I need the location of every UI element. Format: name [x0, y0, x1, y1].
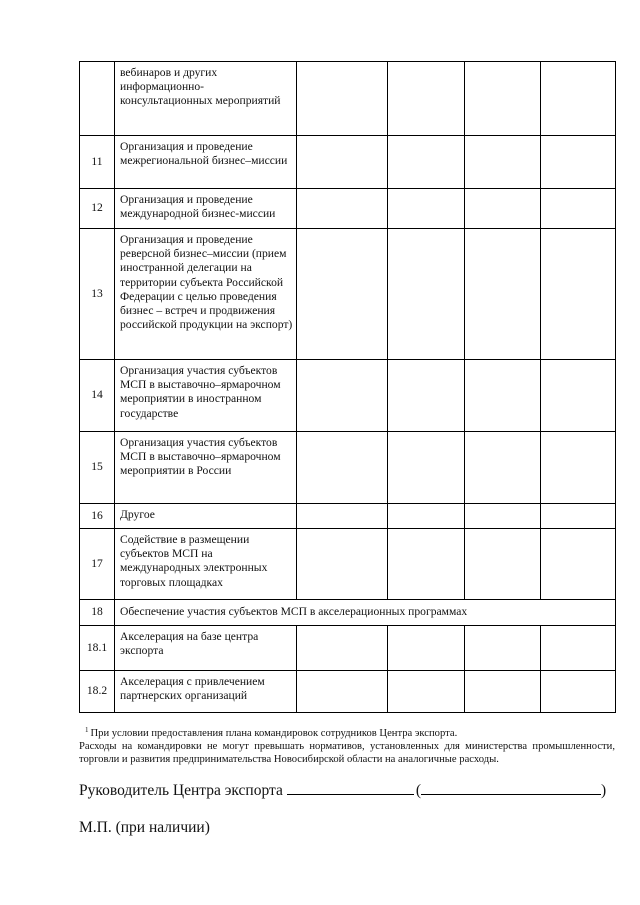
empty-cell: [465, 529, 541, 600]
row-number: 13: [80, 229, 115, 360]
empty-cell: [541, 626, 616, 671]
signature-line: [79, 780, 619, 800]
empty-cell: [465, 136, 541, 189]
empty-cell: [297, 229, 388, 360]
empty-cell: [297, 432, 388, 504]
row-title: Организация и проведение международной бизнес-миссии: [115, 189, 297, 229]
empty-cell: [541, 62, 616, 136]
row-number: 17: [80, 529, 115, 600]
empty-cell: [541, 671, 616, 713]
empty-cell: [297, 626, 388, 671]
empty-cell: [541, 504, 616, 529]
row-number: 16: [80, 504, 115, 529]
empty-cell: [297, 189, 388, 229]
table-row: [80, 136, 616, 189]
empty-cell: [388, 504, 465, 529]
empty-cell: [388, 626, 465, 671]
empty-cell: [388, 671, 465, 713]
empty-cell: [541, 189, 616, 229]
row-title: Обеспечение участия субъектов МСП в акселерационных программах: [115, 600, 616, 626]
empty-cell: [297, 504, 388, 529]
empty-cell: [465, 671, 541, 713]
footnote-line: Расходы на командировки не могут превышать нормативов, установленных для министерства промышленности,: [79, 741, 615, 752]
empty-cell: [388, 432, 465, 504]
stamp-note: М.П. (при наличии): [79, 819, 210, 836]
row-title: Организация участия субъектов МСП в выставочно–ярмарочном мероприятии в России: [115, 432, 297, 504]
empty-cell: [541, 136, 616, 189]
table-row: [80, 432, 616, 504]
row-title: Другое: [115, 504, 297, 529]
table-row: [80, 360, 616, 432]
table-row: [80, 529, 616, 600]
table-row: [80, 229, 616, 360]
table-row: [80, 62, 616, 136]
empty-cell: [388, 529, 465, 600]
name-blank[interactable]: [421, 780, 601, 795]
empty-cell: [297, 136, 388, 189]
row-number: 18.2: [80, 671, 115, 713]
table-row: [80, 626, 616, 671]
empty-cell: [297, 62, 388, 136]
empty-cell: [541, 360, 616, 432]
empty-cell: [297, 529, 388, 600]
empty-cell: [388, 62, 465, 136]
empty-cell: [388, 189, 465, 229]
row-number: 11: [80, 136, 115, 189]
empty-cell: [297, 671, 388, 713]
row-title: вебинаров и других информационно-консультационных мероприятий: [115, 62, 297, 136]
signature-open-paren: (: [415, 782, 422, 799]
row-title: Акселерация с привлечением партнерских организаций: [115, 671, 297, 713]
empty-cell: [388, 136, 465, 189]
footnote-text: При условии предоставления плана командировок сотрудников Центра экспорта.: [90, 728, 458, 739]
empty-cell: [465, 360, 541, 432]
signature-close-paren: ): [601, 782, 607, 799]
signature-label: Руководитель Центра экспорта: [79, 782, 283, 799]
empty-cell: [465, 626, 541, 671]
row-title: Организация и проведение реверсной бизнес–миссии (прием иностранной делегации на территории субъекта Российской Федерации с целью проведения бизнес – встреч и продвижения российской продукции на экспорт): [115, 229, 297, 360]
footnote-marker: 1: [85, 726, 89, 734]
empty-cell: [388, 360, 465, 432]
empty-cell: [541, 432, 616, 504]
empty-cell: [541, 229, 616, 360]
signature-blank[interactable]: [287, 780, 414, 795]
footnote-line: [79, 724, 615, 740]
row-title: Содействие в размещении субъектов МСП на международных электронных торговых площадках: [115, 529, 297, 600]
empty-cell: [465, 189, 541, 229]
row-title: Акселерация на базе центра экспорта: [115, 626, 297, 671]
row-number: 18.1: [80, 626, 115, 671]
row-number: [80, 62, 115, 136]
row-title: Организация участия субъектов МСП в выставочно–ярмарочном мероприятии в иностранном государстве: [115, 360, 297, 432]
footnote-line: торговли и развития предпринимательства Новосибирской области на аналогичные расходы.: [79, 754, 499, 765]
empty-cell: [541, 529, 616, 600]
empty-cell: [297, 360, 388, 432]
empty-cell: [465, 229, 541, 360]
table-row: [80, 504, 616, 529]
table-row: [80, 600, 616, 626]
row-title: Организация и проведение межрегиональной бизнес–миссии: [115, 136, 297, 189]
row-number: 12: [80, 189, 115, 229]
row-number: 15: [80, 432, 115, 504]
row-number: 18: [80, 600, 115, 626]
empty-cell: [388, 229, 465, 360]
table-row: [80, 189, 616, 229]
footnote: [79, 724, 615, 766]
row-number: 14: [80, 360, 115, 432]
events-table: [79, 61, 616, 713]
empty-cell: [465, 432, 541, 504]
empty-cell: [465, 62, 541, 136]
empty-cell: [465, 504, 541, 529]
table-row: [80, 671, 616, 713]
